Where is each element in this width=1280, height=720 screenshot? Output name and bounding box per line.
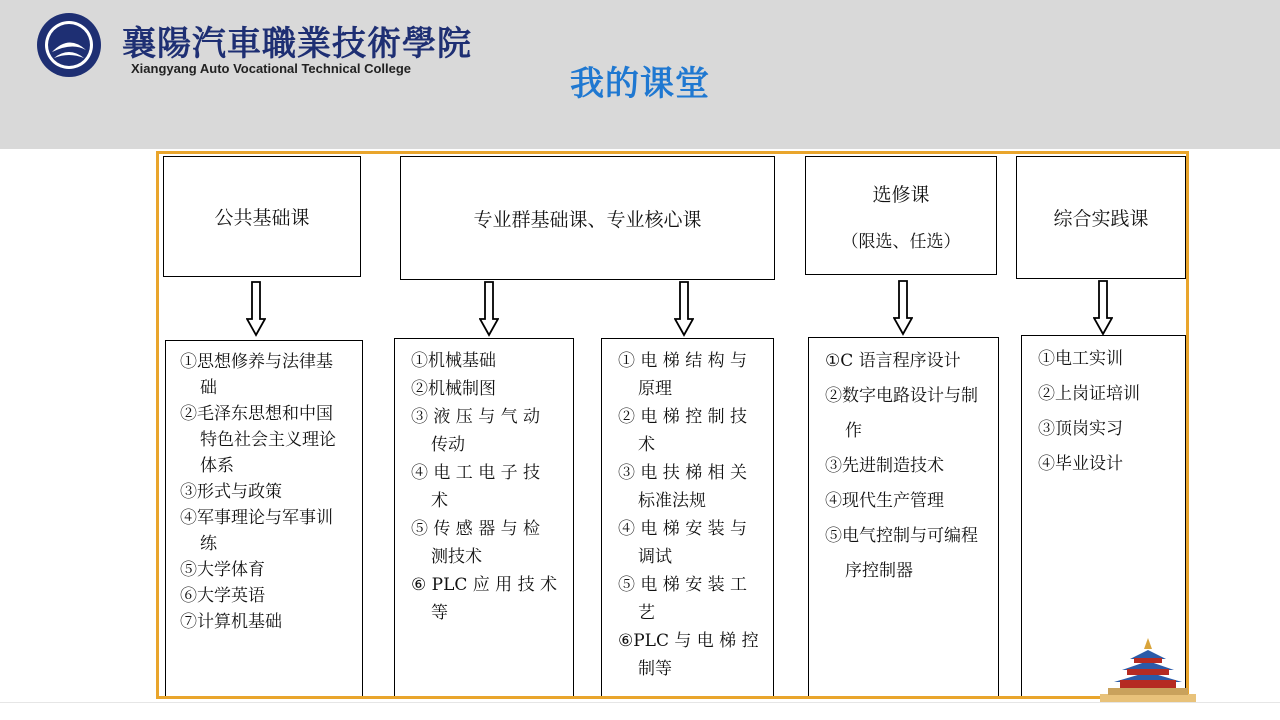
course-item: ③ 电 扶 梯 相 关 标准法规 — [618, 463, 748, 511]
course-item: ⑤电气控制与可编程序控制器 — [825, 526, 978, 581]
category-label: 综合实践课 — [1053, 208, 1149, 230]
course-list — [618, 347, 763, 683]
course-item: ②上岗证培训 — [1038, 384, 1140, 404]
category-label: 公共基础课 — [214, 207, 310, 229]
course-item: ①电工实训 — [1038, 349, 1123, 369]
course-list — [825, 344, 988, 589]
course-item: ③ 液 压 与 气 动 传动 — [411, 407, 541, 455]
college-name-cn: 襄陽汽車職業技術學院 — [122, 24, 472, 64]
course-item: ①机械基础 — [411, 351, 496, 371]
footer-divider — [0, 702, 1280, 703]
course-list-public — [165, 340, 363, 699]
course-item: ⑥ PLC 应 用 技 术等 — [411, 575, 557, 623]
down-arrow-icon — [246, 281, 266, 337]
course-item: ⑤ 传 感 器 与 检 测技术 — [411, 519, 541, 567]
course-list-elective — [808, 337, 999, 699]
category-core — [400, 156, 775, 280]
course-item: ②毛泽东思想和中国特色社会主义理论体系 — [180, 404, 336, 476]
course-item: ④军事理论与军事训练 — [180, 508, 333, 554]
course-item: ④ 电 工 电 子 技 术 — [411, 463, 541, 511]
course-list — [1038, 342, 1175, 482]
course-item: ②数字电路设计与制作 — [825, 386, 978, 441]
course-item: ④ 电 梯 安 装 与 调试 — [618, 519, 748, 567]
down-arrow-icon — [1093, 280, 1113, 336]
course-item: ⑤ 电 梯 安 装 工 艺 — [618, 575, 748, 623]
page-title: 我的课堂 — [570, 64, 710, 104]
category-public — [163, 156, 361, 277]
course-item: ①思想修养与法律基础 — [180, 352, 333, 398]
category-label: 选修课 — [872, 183, 930, 206]
category-sublabel: （限选、任选） — [841, 231, 961, 252]
course-item: ④毕业设计 — [1038, 454, 1123, 474]
course-item: ②机械制图 — [411, 379, 496, 399]
course-list — [180, 349, 348, 635]
down-arrow-icon — [674, 281, 694, 337]
course-item: ③形式与政策 — [180, 482, 282, 502]
course-item: ③顶岗实习 — [1038, 419, 1123, 439]
college-name-en: Xiangyang Auto Vocational Technical College — [131, 61, 412, 76]
down-arrow-icon — [479, 281, 499, 337]
course-item: ⑥PLC 与 电 梯 控制等 — [618, 631, 759, 679]
course-list-core — [601, 338, 774, 699]
course-item: ⑤大学体育 — [180, 560, 265, 580]
course-item: ⑦计算机基础 — [180, 612, 282, 632]
course-item: ④现代生产管理 — [825, 491, 944, 511]
course-item: ①C 语言程序设计 — [825, 351, 961, 371]
down-arrow-icon — [893, 280, 913, 336]
header-bar — [0, 0, 1280, 149]
course-item: ② 电 梯 控 制 技 术 — [618, 407, 748, 455]
category-elective — [805, 156, 997, 275]
curriculum-diagram — [156, 151, 1189, 699]
category-label: 专业群基础课、专业核心课 — [473, 208, 702, 231]
course-item: ③先进制造技术 — [825, 456, 944, 476]
category-practice — [1016, 156, 1186, 279]
course-list-basic — [394, 338, 574, 699]
temple-of-heaven-illustration — [1100, 632, 1196, 702]
course-item: ⑥大学英语 — [180, 586, 265, 606]
course-item: ① 电 梯 结 构 与 原理 — [618, 351, 748, 399]
course-list — [411, 347, 561, 627]
